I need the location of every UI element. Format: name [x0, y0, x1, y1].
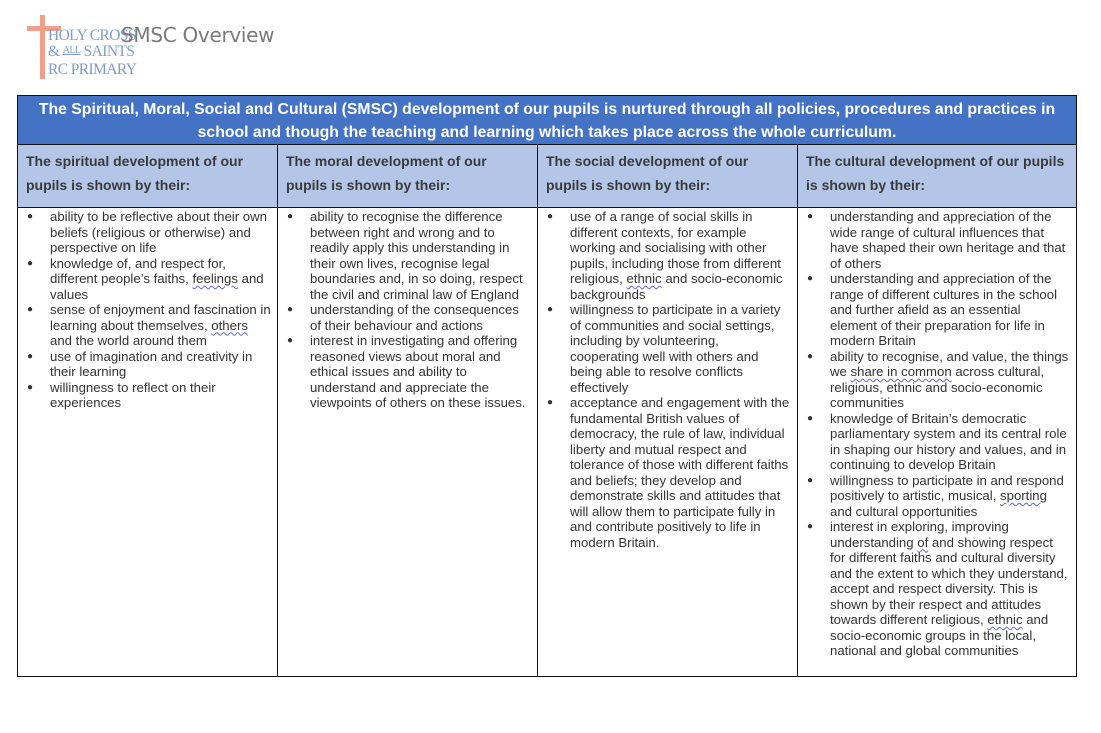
list-item-text: willingness to participate in and respond positively to artistic, musical,: [830, 472, 1064, 503]
list-item-text: willingness to participate in a variety of communities and social settings, including by volunteering, cooperating well with others and being able to resolve conflicts effectively: [570, 302, 781, 395]
list-item-text: across cultural, religious, ethnic and socio-economic communities: [830, 364, 1045, 410]
bullet-icon: ●: [27, 304, 34, 315]
spellcheck-flagged-word: sporting: [1000, 488, 1047, 503]
list-item-text: understanding and appreciation of the range of different cultures in the school and further afield as an essential element of their preparation for life in modern Britain: [830, 271, 1058, 348]
bullet-icon: ●: [287, 304, 294, 315]
bullet-icon: ●: [807, 350, 814, 362]
list-item-text: and the world around them: [50, 333, 207, 348]
school-logo: [24, 13, 136, 81]
logo-all: ALL: [62, 45, 81, 56]
column-heading-social: The social development of our pupils is shown by their:: [538, 145, 798, 208]
list-item: [544, 395, 791, 550]
list-item: [24, 209, 271, 256]
bullet-icon: ●: [27, 381, 34, 393]
bullet-icon: ●: [547, 211, 554, 222]
social-cell: [538, 208, 798, 677]
spellcheck-flagged-word: of: [917, 534, 929, 550]
list-item: [284, 333, 531, 411]
spellcheck-flagged-word: share in common: [850, 364, 952, 379]
list-item: [284, 302, 531, 333]
list-item: [804, 519, 1070, 659]
intro-cell: The Spiritual, Moral, Social and Cultural (SMSC) development of our pupils is nurtured through all policies, procedures and practices in school and though the teaching and learning which takes place across the whole curriculum.: [18, 96, 1077, 145]
bullet-icon: ●: [807, 211, 814, 222]
list-item-text: and socio-economic backgrounds: [570, 271, 783, 302]
column-heading-moral: The moral development of our pupils is shown by their:: [278, 145, 538, 208]
bullet-icon: ●: [807, 521, 814, 532]
page-title: SMSC Overview: [121, 23, 275, 47]
list-item-text: ability to recognise, and value, the things we: [830, 348, 1069, 379]
cultural-cell: [798, 208, 1077, 677]
list-item: [24, 380, 271, 411]
list-item: [804, 209, 1070, 271]
column-header-row: [18, 145, 1077, 208]
list-item-text: understanding of the consequences of their behaviour and actions: [310, 302, 519, 333]
spellcheck-flagged-word: others: [211, 317, 248, 333]
bullet-icon: ●: [807, 474, 814, 486]
list-item-text: sense of enjoyment and fascination in learning about themselves,: [50, 302, 271, 333]
list-item-text: and values: [50, 271, 264, 302]
bullet-icon: ●: [27, 350, 34, 362]
spellcheck-flagged-word: ethnic: [987, 612, 1023, 627]
logo-line-1: HOLY CROSS: [48, 27, 136, 44]
page-header: [24, 12, 136, 82]
list-item-text: ability to be reflective about their own beliefs (religious or otherwise) and perspective on life: [50, 209, 267, 255]
list-item: [24, 349, 271, 380]
column-heading-spiritual: The spiritual development of our pupils is shown by their:: [18, 145, 278, 208]
bullet-icon: ●: [547, 397, 554, 408]
smsc-table: [17, 95, 1077, 677]
list-item: [544, 302, 791, 395]
logo-amp: &: [48, 43, 63, 60]
list-item: [804, 271, 1070, 349]
bullet-icon: ●: [807, 412, 814, 424]
column-heading-cultural: The cultural development of our pupils is shown by their:: [798, 145, 1077, 208]
list-item-text: use of a range of social skills in different contexts, for example working and socialising with other pupils, including those from different religious,: [570, 209, 781, 286]
list-item: [24, 256, 271, 303]
list-item-text: knowledge of, and respect for, different people’s faiths,: [50, 255, 226, 286]
list-item-text: understanding and appreciation of the wide range of cultural influences that have shaped their own heritage and that of others: [830, 209, 1066, 271]
moral-cell: [278, 208, 538, 677]
bullet-icon: ●: [27, 211, 34, 222]
bullet-icon: ●: [547, 304, 554, 315]
logo-line-3: RC PRIMARY: [48, 61, 137, 78]
list-item: [804, 411, 1070, 473]
intro-row: [18, 96, 1077, 145]
list-item-text: and socio-economic groups in the local, national and global communities: [830, 612, 1049, 658]
bullet-icon: ●: [807, 273, 814, 284]
list-item-text: and cultural opportunities: [830, 503, 978, 519]
cultural-list: [804, 209, 1070, 659]
body-row: [18, 208, 1077, 677]
list-item: [24, 302, 271, 349]
list-item-text: use of imagination and creativity in their learning: [50, 348, 253, 379]
spiritual-list: [24, 209, 271, 411]
spellcheck-flagged-word: feelings: [192, 271, 238, 286]
list-item: [284, 209, 531, 302]
bullet-icon: ●: [287, 211, 294, 222]
social-list: [544, 209, 791, 550]
list-item-text: acceptance and engagement with the fundamental British values of democracy, the rule of law, individual liberty and mutual respect and tolerance of those with different faiths and beliefs; they develop and demonstrate skills and attitudes that will allow them to participate fully in and contribute positively to life in modern Britain.: [570, 395, 790, 550]
list-item-text: ability to recognise the difference between right and wrong and to readily apply this understanding in their own lives, recognise legal boundaries and, in so doing, respect the civil and criminal law of England: [310, 209, 523, 302]
list-item-text: knowledge of Britain’s democratic parliamentary system and its central role in shaping our history and values, and in continuing to develop Britain: [830, 410, 1067, 472]
list-item-text: interest in investigating and offering reasoned views about moral and ethical issues and ability to understand and appreciate the viewpoints of others on these issues.: [310, 333, 526, 410]
logo-saints: SAINTS: [80, 43, 135, 60]
cross-icon: [40, 15, 45, 79]
bullet-icon: ●: [27, 257, 34, 269]
list-item-text: interest in exploring, improving understanding: [830, 519, 1009, 550]
list-item-text: willingness to reflect on their experiences: [50, 379, 216, 410]
spiritual-cell: [18, 208, 278, 677]
moral-list: [284, 209, 531, 411]
bullet-icon: ●: [287, 335, 294, 346]
spellcheck-flagged-word: ethnic: [626, 271, 662, 286]
list-item: [804, 473, 1070, 520]
list-item-text: and showing respect for different faiths and cultural diversity and the extent to which they understand, accept and respect diversity. This is shown by their respect and attitudes towards different religious,: [830, 534, 1068, 627]
list-item: [804, 349, 1070, 411]
list-item: [544, 209, 791, 302]
